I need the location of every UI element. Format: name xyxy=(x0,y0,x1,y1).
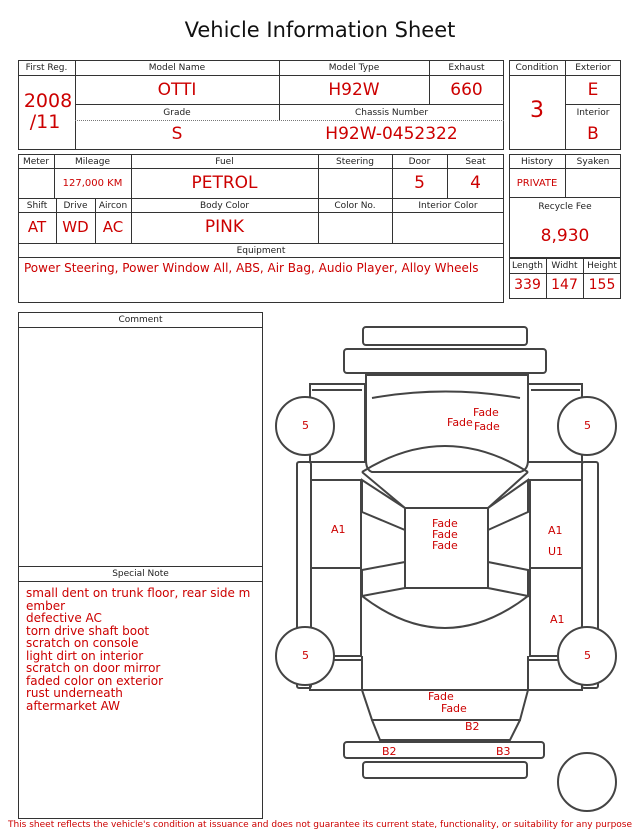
exterior-label: Exterior xyxy=(575,63,611,73)
door-value: 5 xyxy=(414,173,425,193)
syaken-label: Syaken xyxy=(576,157,610,167)
list-item: scratch on console xyxy=(26,636,139,650)
equipment-label: Equipment xyxy=(236,246,286,256)
aircon-value: AC xyxy=(102,218,124,236)
rear-mark: Fade xyxy=(441,702,467,715)
list-item: small dent on trunk floor, rear side m xyxy=(26,586,251,600)
exhaust-label: Exhaust xyxy=(448,63,485,73)
first-reg-month: /11 xyxy=(29,111,61,133)
body-color-label: Body Color xyxy=(199,201,250,211)
list-item: ember xyxy=(26,598,66,613)
recycle-fee-label: Recycle Fee xyxy=(538,202,592,212)
car-diagram xyxy=(270,318,630,818)
hood-mark: Fade xyxy=(473,406,499,419)
history-value: PRIVATE xyxy=(516,178,558,189)
exterior-value: E xyxy=(587,80,599,100)
history-label: History xyxy=(520,157,554,167)
model-type-value: H92W xyxy=(328,80,380,100)
wheel-rear-left-mark: 5 xyxy=(302,649,309,662)
recycle-fee-value: 8,930 xyxy=(540,226,590,246)
special-notes-list xyxy=(26,587,260,712)
model-type-label: Model Type xyxy=(328,63,380,73)
roof-mark: Fade xyxy=(432,517,458,530)
meter-label: Meter xyxy=(22,157,50,167)
special-note-label: Special Note xyxy=(112,569,169,579)
condition-label: Condition xyxy=(515,63,559,73)
bumper-left-mark: B2 xyxy=(382,745,397,758)
aircon-label: Aircon xyxy=(98,201,128,211)
condition-value: 3 xyxy=(530,98,544,123)
shift-value: AT xyxy=(27,218,47,236)
list-item: faded color on exterior xyxy=(26,673,164,688)
right-door-mark: A1 xyxy=(550,613,565,626)
equipment-value: Power Steering, Power Window All, ABS, Air Bag, Audio Player, Alloy Wheels xyxy=(24,261,479,275)
first-reg-year: 2008 xyxy=(23,90,73,112)
drive-label: Drive xyxy=(63,201,88,211)
list-item: aftermarket AW xyxy=(26,698,120,713)
wheel-front-right-mark: 5 xyxy=(584,419,591,432)
chassis-label: Chassis Number xyxy=(354,108,429,118)
model-name-value: OTTI xyxy=(157,80,197,100)
grade-label: Grade xyxy=(163,108,191,118)
left-door-mark: A1 xyxy=(331,523,346,536)
body-color-value: PINK xyxy=(204,217,245,237)
interior-value: B xyxy=(587,124,599,144)
grade-value: S xyxy=(171,124,183,144)
seat-value: 4 xyxy=(470,173,481,193)
list-item: scratch on door mirror xyxy=(26,661,161,675)
right-door-mark: U1 xyxy=(548,545,564,558)
hood-mark: Fade xyxy=(474,420,500,433)
roof-mark: Fade xyxy=(432,528,458,541)
comment-label: Comment xyxy=(118,315,163,325)
footer-disclaimer: This sheet reflects the vehicle's condition at issuance and does not guarantee its current state, functionality, or suitability for any purpose xyxy=(7,820,633,830)
seat-label: Seat xyxy=(465,157,486,167)
color-no-label: Color No. xyxy=(334,201,376,211)
bumper-right-mark: B3 xyxy=(496,745,511,758)
roof-mark: Fade xyxy=(432,539,458,552)
model-name-label: Model Name xyxy=(148,63,206,73)
list-item: torn drive shaft boot xyxy=(26,623,150,638)
list-item: defective AC xyxy=(26,611,102,625)
list-item: light dirt on interior xyxy=(26,648,144,663)
list-item: rust underneath xyxy=(26,686,123,700)
length-label: Length xyxy=(511,261,544,271)
rear-panel-mark: B2 xyxy=(465,720,480,733)
mileage-label: Mileage xyxy=(74,157,111,167)
wheel-front-left-mark: 5 xyxy=(302,419,309,432)
height-value: 155 xyxy=(588,277,616,293)
mileage-value: 127,000 KM xyxy=(62,178,123,189)
drive-value: WD xyxy=(62,218,89,236)
height-label: Height xyxy=(587,261,617,271)
fuel-value: PETROL xyxy=(191,173,258,193)
length-value: 339 xyxy=(514,277,541,293)
interior-label: Interior xyxy=(576,108,610,118)
shift-label: Shift xyxy=(26,201,48,211)
exhaust-value: 660 xyxy=(450,80,483,100)
first-reg-label: First Reg. xyxy=(25,63,68,73)
right-door-mark: A1 xyxy=(548,524,563,537)
interior-color-label: Interior Color xyxy=(418,201,478,211)
door-label: Door xyxy=(408,157,431,167)
wheel-rear-right-mark: 5 xyxy=(584,649,591,662)
rear-mark: Fade xyxy=(428,690,454,703)
hood-mark: Fade xyxy=(447,416,473,429)
chassis-value: H92W-0452322 xyxy=(325,124,458,144)
page-title: Vehicle Information Sheet xyxy=(184,18,456,42)
width-value: 147 xyxy=(551,277,578,293)
width-label: Widht xyxy=(551,261,578,271)
steering-label: Steering xyxy=(336,157,374,167)
fuel-label: Fuel xyxy=(215,157,234,167)
